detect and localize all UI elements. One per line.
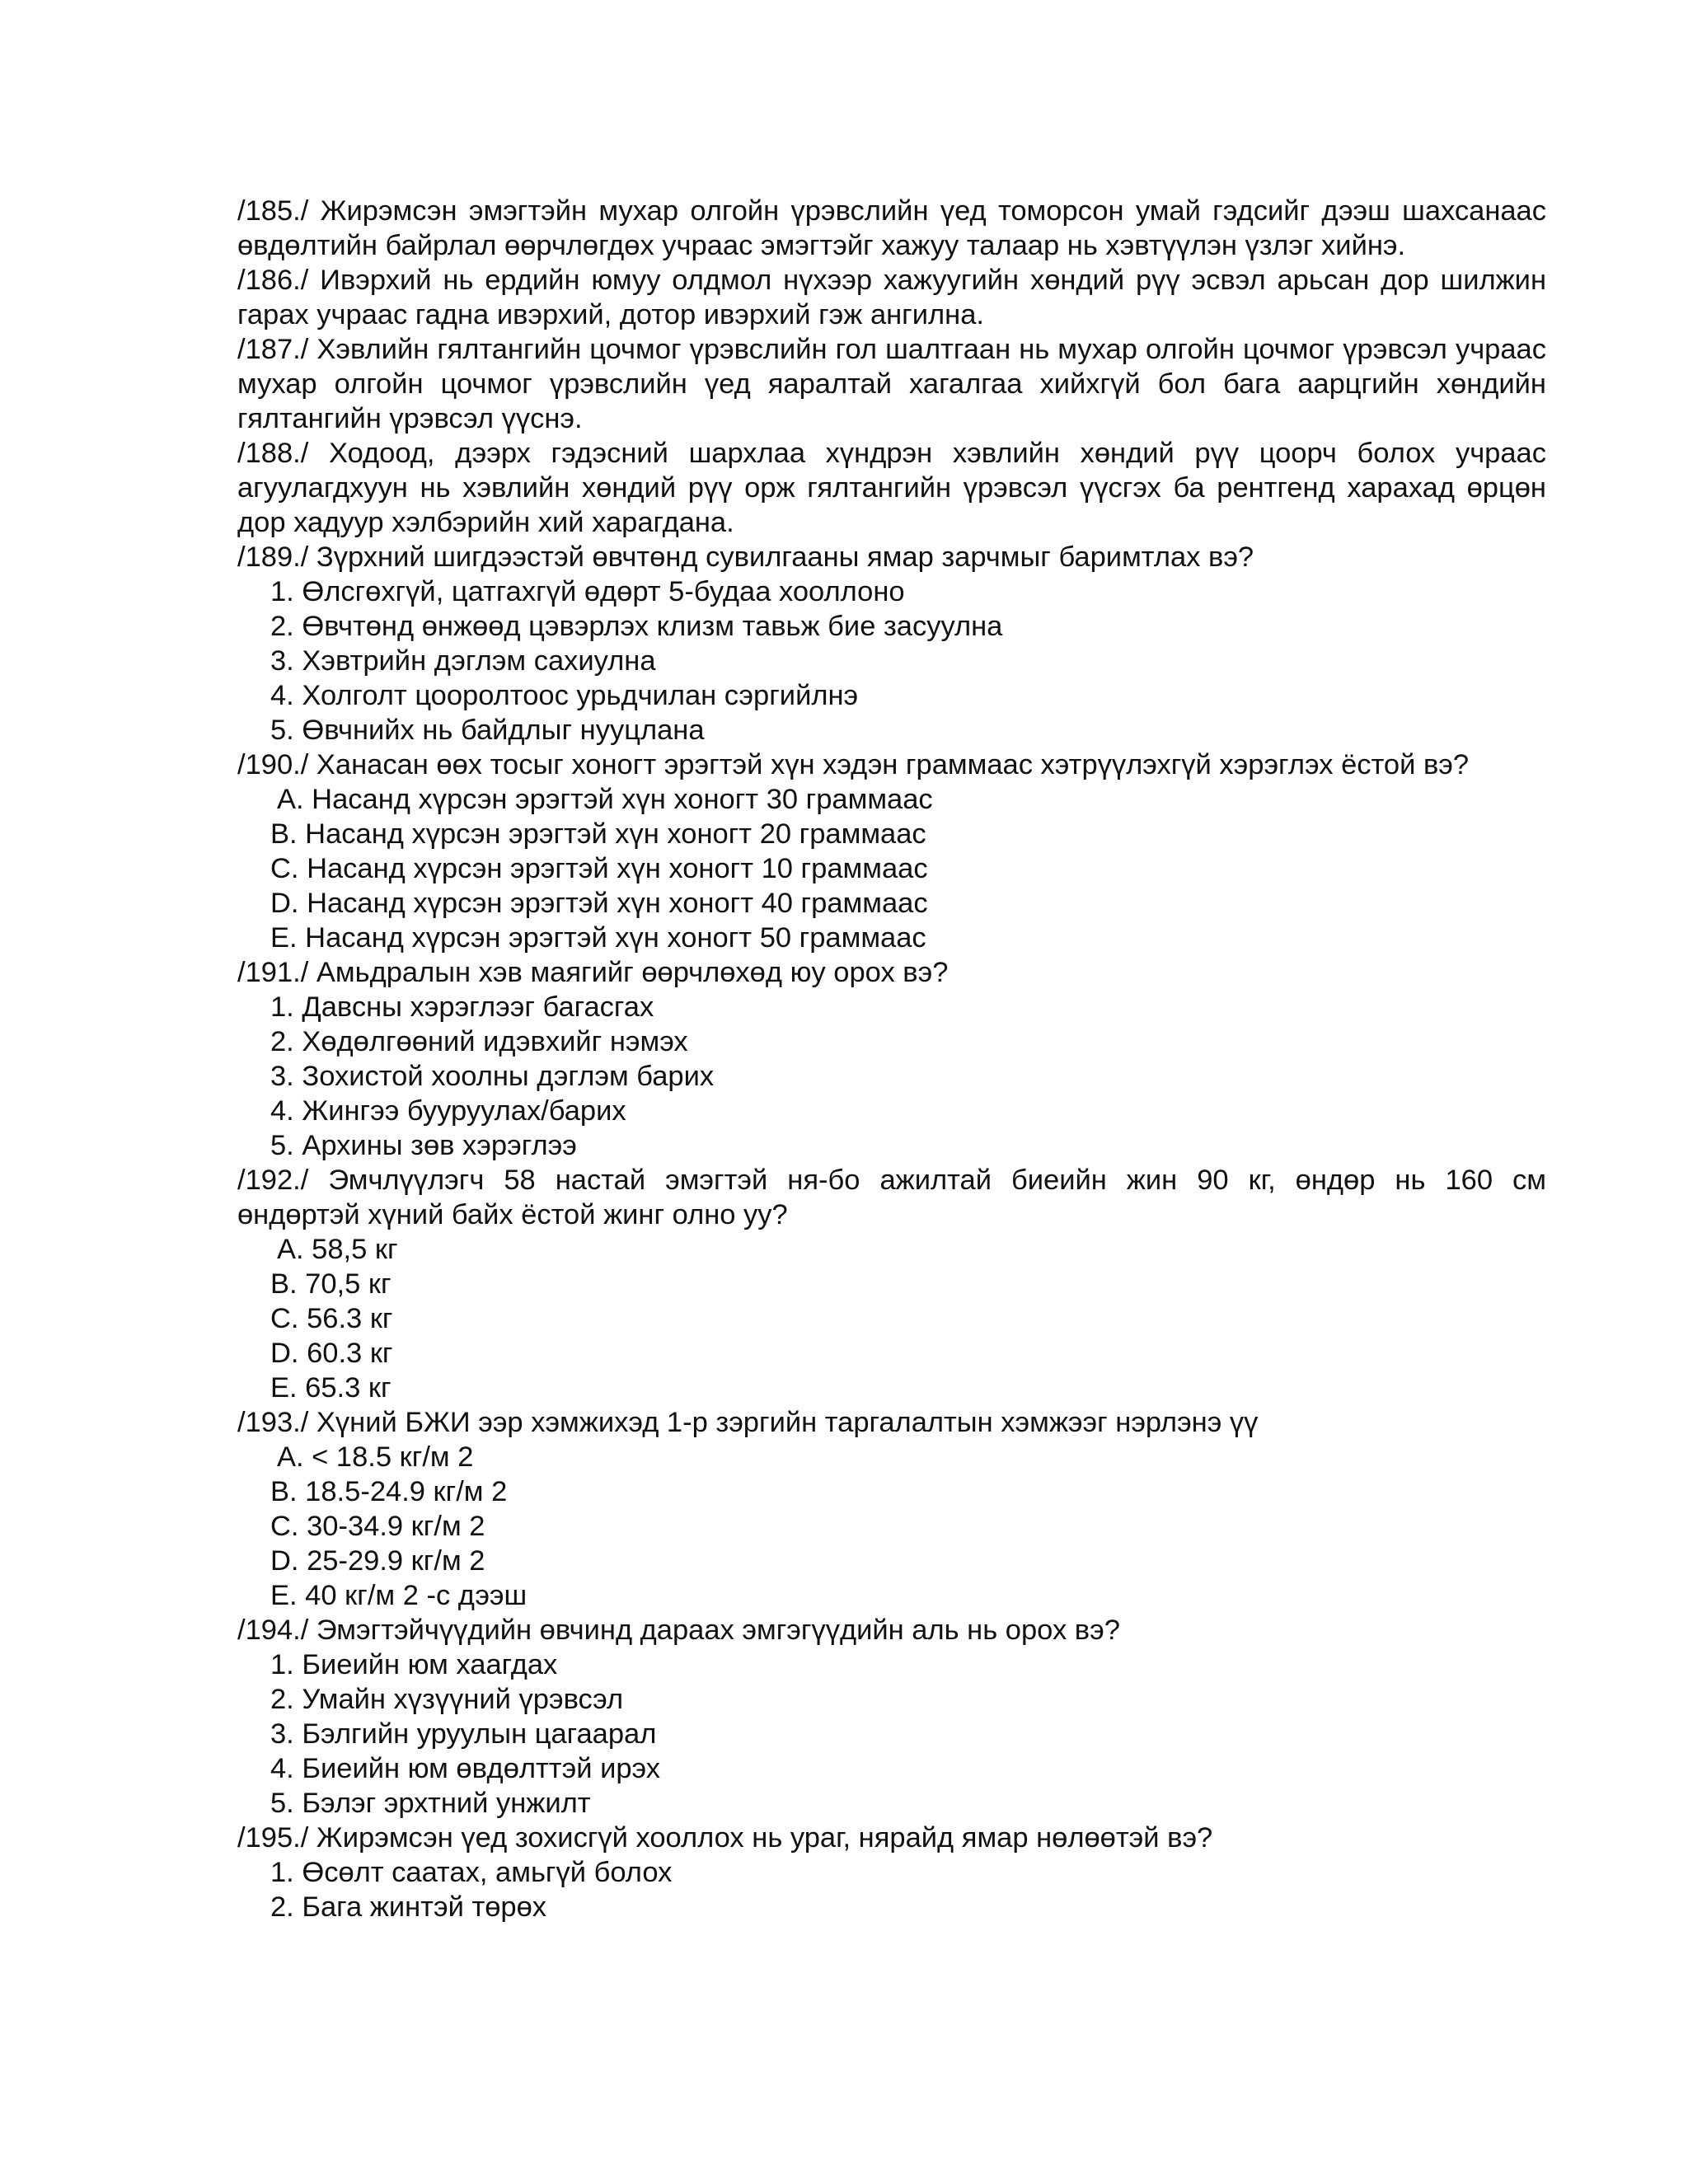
option-189-2: 2. Өвчтөнд өнжөөд цэвэрлэх клизм тавьж бие засуулна xyxy=(270,611,1003,642)
question-195-options xyxy=(237,1855,1546,1924)
option-193-c: C. 30-34.9 кг/м 2 xyxy=(270,1511,485,1542)
option-194-5: 5. Бэлэг эрхтний унжилт xyxy=(270,1788,591,1819)
question-190-options xyxy=(237,782,1546,955)
option-191-5: 5. Архины зөв хэрэглээ xyxy=(270,1130,577,1161)
question-191-options xyxy=(237,990,1546,1163)
option-194-1: 1. Биеийн юм хаагдах xyxy=(270,1649,558,1680)
document-content xyxy=(237,194,1546,1924)
option-192-e: E. 65.3 кг xyxy=(270,1372,392,1404)
question-186: /186./ Ивэрхий нь ердийн юмуу олдмол нүхээр хажуугийн хөндий рүү эсвэл арьсан дор шилжин гарах учраас гадна ивэрхий, дотор ивэрхий гэж ангилна. xyxy=(237,265,1546,330)
option-191-1: 1. Давсны хэрэглээг багасгах xyxy=(270,991,654,1023)
option-190-e: E. Насанд хүрсэн эрэгтэй хүн хоногт 50 граммаас xyxy=(270,922,926,954)
option-191-4: 4. Жингээ бууруулах/барих xyxy=(270,1095,626,1127)
option-192-b: B. 70,5 кг xyxy=(270,1268,392,1300)
question-192-line-1 xyxy=(237,1163,1546,1197)
option-192-d: D. 60.3 кг xyxy=(270,1338,393,1369)
option-189-4: 4. Холголт цооролтоос урьдчилан сэргийлнэ xyxy=(270,680,859,711)
option-190-c: C. Насанд хүрсэн эрэгтэй хүн хоногт 10 граммаас xyxy=(270,853,928,884)
question-191: /191./ Амьдралын хэв маягийг өөрчлөхөд юу орох вэ? xyxy=(237,957,949,988)
option-193-e: E. 40 кг/м 2 -с дээш xyxy=(270,1580,528,1611)
question-192-text-1: /192./ Эмчлүүлэгч 58 настай эмэгтэй ня-бо ажилтай биеийн жин 90 кг, өндөр нь 160 см xyxy=(237,1165,1546,1196)
question-194: /194./ Эмэгтэйчүүдийн өвчинд дараах эмгэгүүдийн аль нь орох вэ? xyxy=(237,1615,1120,1646)
question-192-options xyxy=(237,1232,1546,1405)
option-190-b: B. Насанд хүрсэн эрэгтэй хүн хоногт 20 граммаас xyxy=(270,818,926,850)
option-190-a: A. Насанд хүрсэн эрэгтэй хүн хоногт 30 граммаас xyxy=(277,784,933,815)
question-188: /188./ Ходоод, дээрх гэдэсний шархлаа хүндрэн хэвлийн хөндий рүү цоорч болох учраас агуулагдхуун нь хэвлийн хөндий рүү орж гялтангийн үрэвсэл үүсгэх ба рентгенд харахад өрцөн дор хадуур хэлбэрийн хий харагдана. xyxy=(237,438,1546,538)
question-187: /187./ Хэвлийн гялтангийн цочмог үрэвслийн гол шалтгаан нь мухар олгойн цочмог үрэвсэл учраас мухар олгойн цочмог үрэвслийн үед яаралтай хагалгаа хийхгүй бол бага аарцгийн хөндийн гялтангийн үрэвсэл үүснэ. xyxy=(237,334,1546,434)
question-195: /195./ Жирэмсэн үед зохисгүй хооллох нь ураг, нярайд ямар нөлөөтэй вэ? xyxy=(237,1822,1213,1854)
question-190: /190./ Ханасан өөх тосыг хоногт эрэгтэй хүн хэдэн граммаас хэтрүүлэхгүй хэрэглэх ёстой вэ? xyxy=(237,749,1470,780)
question-189-options xyxy=(237,574,1546,748)
question-193-options xyxy=(237,1440,1546,1613)
option-192-c: C. 56.3 кг xyxy=(270,1303,393,1334)
option-191-3: 3. Зохистой хоолны дэглэм барих xyxy=(270,1061,715,1092)
option-193-d: D. 25-29.9 кг/м 2 xyxy=(270,1545,485,1577)
option-189-5: 5. Өвчнийх нь байдлыг нууцлана xyxy=(270,715,705,746)
option-189-3: 3. Хэвтрийн дэглэм сахиулна xyxy=(270,645,656,677)
question-193: /193./ Хүний БЖИ ээр хэмжихэд 1-р зэргийн таргалалтын хэмжээг нэрлэнэ үү xyxy=(237,1407,1259,1438)
option-193-a: A. < 18.5 кг/м 2 xyxy=(277,1441,474,1473)
question-192-line-2: өндөртэй хүний байх ёстой жинг олно уу? xyxy=(237,1199,788,1230)
option-189-1: 1. Өлсгөхгүй, цатгахгүй өдөрт 5-будаа хооллоно xyxy=(270,576,905,607)
option-194-2: 2. Умайн хүзүүний үрэвсэл xyxy=(270,1684,624,1715)
option-192-a: A. 58,5 кг xyxy=(277,1234,398,1265)
option-190-d: D. Насанд хүрсэн эрэгтэй хүн хоногт 40 граммаас xyxy=(270,888,928,919)
option-194-4: 4. Биеийн юм өвдөлттэй ирэх xyxy=(270,1753,660,1784)
question-189: /189./ Зүрхний шигдээстэй өвчтөнд сувилгааны ямар зарчмыг баримтлах вэ? xyxy=(237,541,1254,573)
question-185: /185./ Жирэмсэн эмэгтэйн мухар олгойн үрэвслийн үед томорсон умай гэдсийг дээш шахсанаас өвдөлтийн байрлал өөрчлөгдөх учраас эмэгтэйг хажуу талаар нь хэвтүүлэн үзлэг хийнэ. xyxy=(237,195,1546,261)
option-195-2: 2. Бага жинтэй төрөх xyxy=(270,1891,547,1923)
option-193-b: B. 18.5-24.9 кг/м 2 xyxy=(270,1476,508,1507)
question-194-options xyxy=(237,1647,1546,1821)
option-191-2: 2. Хөдөлгөөний идэвхийг нэмэх xyxy=(270,1026,688,1057)
option-195-1: 1. Өсөлт саатах, амьгүй болох xyxy=(270,1857,673,1888)
option-194-3: 3. Бэлгийн уруулын цагаарал xyxy=(270,1718,657,1750)
